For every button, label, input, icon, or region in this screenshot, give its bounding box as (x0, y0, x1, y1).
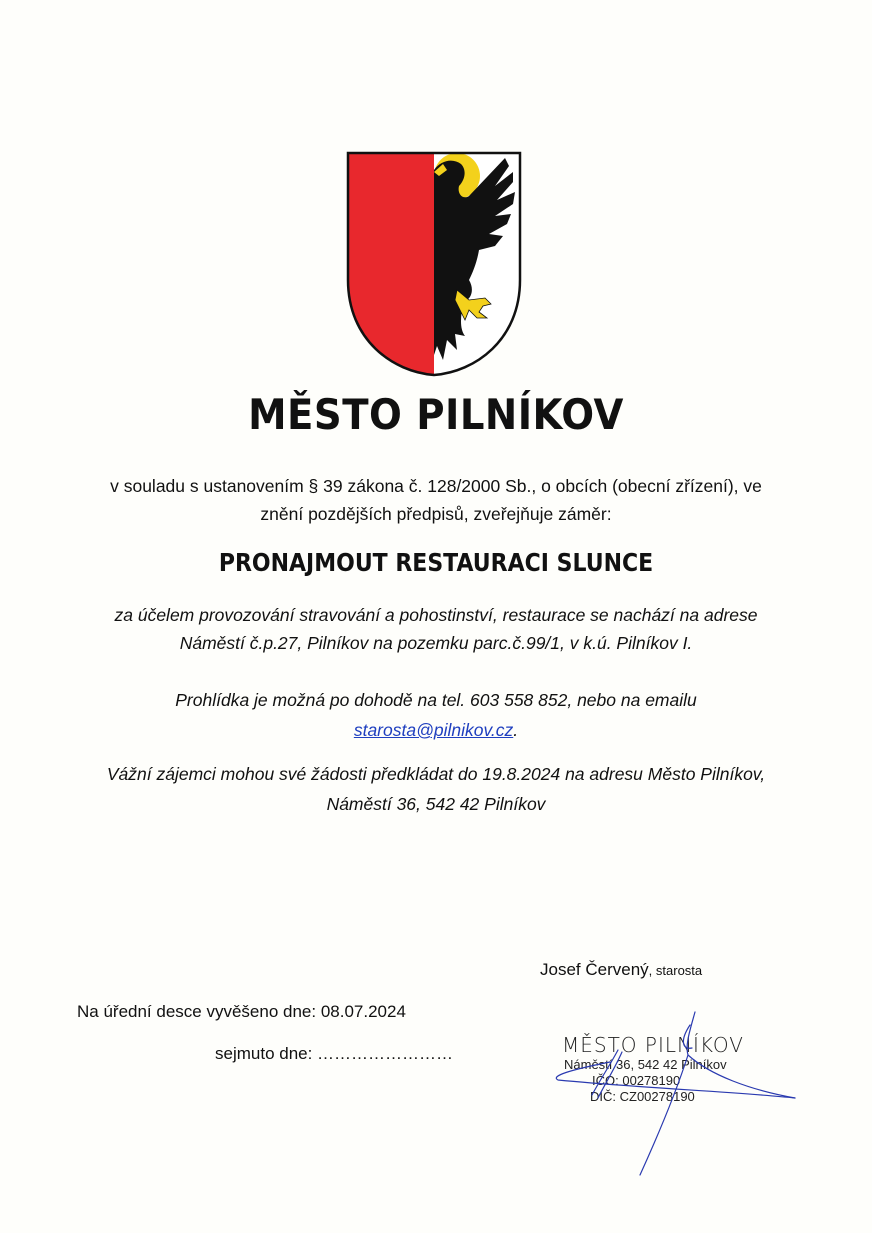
stamp-ico: IČO: 00278190 (592, 1073, 681, 1088)
signer-role: , starosta (648, 963, 703, 978)
email-link[interactable]: starosta@pilnikov.cz (353, 720, 514, 740)
page-title: MĚSTO PILNÍKOV (248, 390, 624, 439)
posted-date: Na úřední desce vyvěšeno dne: 08.07.2024 (77, 1002, 406, 1021)
viewing-email-line (0, 716, 872, 744)
intro-line-2: znění pozdějších předpisů, zveřejňuje záměr: (260, 504, 612, 524)
apply-line-2: Náměstí 36, 542 42 Pilníkov (326, 794, 546, 814)
viewing-line-1: Prohlídka je možná po dohodě na tel. 603 558 852, nebo na emailu (175, 690, 697, 710)
official-stamp (562, 1033, 744, 1105)
email-suffix: . (513, 720, 519, 740)
purpose-line-2: Náměstí č.p.27, Pilníkov na pozemku parc.č.99/1, v k.ú. Pilníkov I. (179, 633, 693, 653)
intro-line-1: v souladu s ustanovením § 39 zákona č. 128/2000 Sb., o obcích (obecní zřízení), ve (110, 476, 762, 496)
viewing-paragraph (0, 686, 872, 744)
stamp-dic: DIČ: CZ00278190 (590, 1089, 695, 1104)
apply-paragraph (0, 760, 872, 818)
apply-line-1: Vážní zájemci mohou své žádosti předkládat do 19.8.2024 na adresu Město Pilníkov, (106, 764, 766, 784)
signer (540, 960, 702, 980)
shield-red-half (345, 150, 434, 378)
stamp-address: Náměstí 36, 542 42 Pilníkov (564, 1057, 727, 1072)
purpose-line-1: za účelem provozování stravování a pohostinství, restaurace se nachází na adrese (114, 605, 758, 625)
notice-subtitle: PRONAJMOUT RESTAURACI SLUNCE (218, 548, 654, 577)
purpose-paragraph (0, 601, 872, 657)
intro-paragraph (0, 472, 872, 528)
signer-name: Josef Červený (540, 960, 649, 979)
removed-date: sejmuto dne: …………………… (215, 1044, 454, 1063)
coat-of-arms-emblem (345, 150, 523, 378)
stamp-title: MĚSTO PILNÍKOV (562, 1033, 744, 1057)
